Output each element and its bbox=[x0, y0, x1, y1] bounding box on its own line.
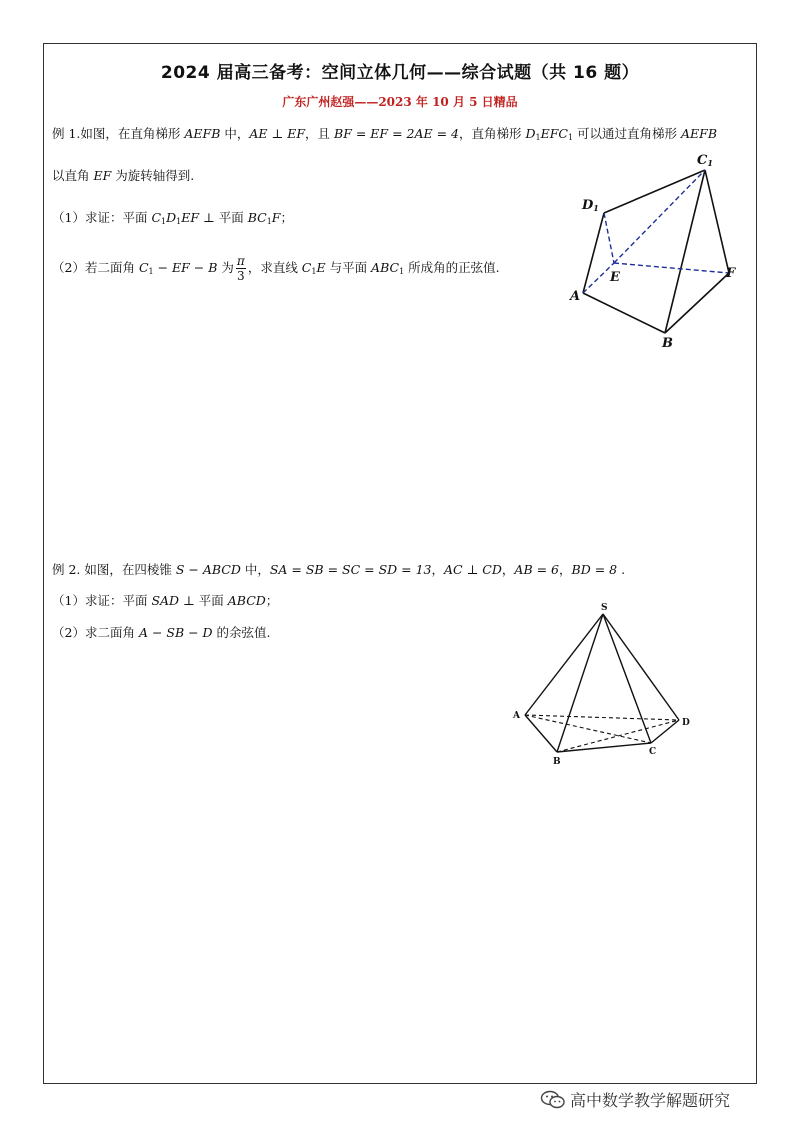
math: C bbox=[301, 260, 312, 275]
math: BF = EF = 2AE = 4 bbox=[334, 126, 459, 141]
example1-question1 bbox=[52, 208, 293, 226]
text: ，且 bbox=[305, 126, 335, 141]
page-subtitle: 广东广州赵强——2023 年 10 月 5 日精品 bbox=[282, 95, 518, 109]
wechat-icon bbox=[540, 1090, 566, 1110]
text: ，直角梯形 bbox=[459, 126, 526, 141]
math: BD = 8 bbox=[571, 562, 618, 577]
subscript: 1 bbox=[311, 267, 317, 276]
subscript: 1 bbox=[266, 217, 272, 226]
figure2-pyramid-diagram bbox=[505, 600, 705, 775]
example2-question2 bbox=[52, 623, 271, 641]
math: S − ABCD bbox=[175, 562, 241, 577]
math: SAD bbox=[151, 593, 180, 608]
label-A: A bbox=[513, 711, 520, 721]
watermark-text: 高中数学教学解题研究 bbox=[570, 1091, 731, 1110]
example2-line1 bbox=[52, 560, 625, 578]
example1-line2 bbox=[52, 166, 194, 184]
edge-A-B bbox=[583, 293, 665, 333]
math: BC bbox=[247, 210, 267, 225]
text: ； bbox=[265, 593, 279, 608]
page-title: 2024 届高三备考：空间立体几何——综合试题（共 16 题） bbox=[160, 63, 640, 83]
edge-A-B bbox=[525, 715, 557, 752]
math: C bbox=[151, 210, 162, 225]
math: ABCD bbox=[227, 593, 266, 608]
edge-C-D bbox=[651, 720, 679, 743]
watermark bbox=[540, 1088, 730, 1111]
example2-question1 bbox=[52, 591, 278, 609]
text: （2）求二面角 bbox=[52, 625, 139, 640]
math: C bbox=[138, 260, 149, 275]
math: AB = 6 bbox=[514, 562, 560, 577]
text: ⊥ 平面 bbox=[179, 593, 228, 608]
math: EFC bbox=[540, 126, 568, 141]
subscript: 1 bbox=[176, 217, 182, 226]
fraction bbox=[236, 254, 246, 283]
example1-question2 bbox=[52, 254, 500, 283]
edge-S-C bbox=[603, 614, 651, 743]
label-B: B bbox=[553, 757, 561, 767]
label-E: E bbox=[610, 270, 620, 285]
edge-C1-F bbox=[705, 170, 729, 273]
edge-S-A bbox=[525, 614, 603, 715]
subscript: 1 bbox=[399, 267, 405, 276]
edge-D1-C1 bbox=[604, 170, 705, 213]
text: ，求直线 bbox=[247, 260, 302, 275]
math: D bbox=[166, 210, 177, 225]
math: AEFB bbox=[681, 126, 718, 141]
dashed-E-F bbox=[614, 263, 729, 273]
label-C: C bbox=[649, 747, 657, 757]
math: EF ⊥ bbox=[181, 210, 219, 225]
text: 可以通过直角梯形 bbox=[573, 126, 682, 141]
math: EF bbox=[93, 168, 112, 183]
label-S: S bbox=[601, 603, 608, 613]
math: F bbox=[271, 210, 281, 225]
figure1-trapezoid-diagram bbox=[560, 145, 750, 355]
subscript: 1 bbox=[535, 133, 541, 142]
math: D bbox=[525, 126, 536, 141]
text: ， bbox=[501, 562, 515, 577]
dashed-B-D bbox=[557, 720, 679, 752]
math: AC ⊥ CD bbox=[444, 562, 502, 577]
text: 例 1.如图，在直角梯形 bbox=[52, 126, 185, 141]
label-D1: D1 bbox=[582, 198, 599, 213]
math: SA = SB = SC = SD = 13 bbox=[269, 562, 432, 577]
label-A: A bbox=[570, 289, 581, 304]
dashed-A-D bbox=[525, 715, 679, 720]
math: AEFB bbox=[184, 126, 221, 141]
text: 所成角的正弦值. bbox=[404, 260, 500, 275]
text: ， bbox=[431, 562, 445, 577]
math: E bbox=[316, 260, 326, 275]
text: 的余弦值. bbox=[212, 625, 271, 640]
dashed-A-C bbox=[525, 715, 651, 743]
text: （2）若二面角 bbox=[52, 260, 139, 275]
text: 以直角 bbox=[52, 168, 94, 183]
text: ； bbox=[280, 210, 293, 225]
text: . bbox=[617, 562, 626, 577]
text: 例 2. 如图，在四棱锥 bbox=[52, 562, 176, 577]
edge-B-C bbox=[557, 743, 651, 752]
label-C1: C1 bbox=[697, 153, 713, 168]
edge-A-D1 bbox=[583, 213, 604, 293]
text: 平面 bbox=[218, 210, 248, 225]
text: 中， bbox=[240, 562, 270, 577]
text: ， bbox=[559, 562, 572, 577]
text: 与平面 bbox=[325, 260, 372, 275]
fraction-denominator: 3 bbox=[237, 269, 245, 283]
label-D: D bbox=[682, 718, 690, 728]
text: 为 bbox=[217, 260, 234, 275]
text: 中， bbox=[220, 126, 250, 141]
math: A − SB − D bbox=[138, 625, 213, 640]
label-F: F bbox=[726, 266, 736, 281]
fraction-numerator: π bbox=[236, 254, 245, 268]
text: 为旋转轴得到. bbox=[111, 168, 195, 183]
edge-F-B bbox=[665, 273, 729, 333]
edge-B-C1 bbox=[665, 170, 705, 333]
math: ABC bbox=[371, 260, 400, 275]
math: AE ⊥ EF bbox=[249, 126, 306, 141]
subscript: 1 bbox=[567, 133, 574, 142]
edge-S-D bbox=[603, 614, 679, 720]
dashed-D1-E bbox=[604, 213, 614, 263]
label-B: B bbox=[662, 336, 673, 351]
math: − EF − B bbox=[153, 260, 218, 275]
text: （1）求证：平面 bbox=[52, 210, 152, 225]
text: （1）求证：平面 bbox=[52, 593, 152, 608]
subscript: 1 bbox=[148, 267, 154, 276]
subscript: 1 bbox=[161, 217, 167, 226]
example1-line1 bbox=[52, 124, 717, 142]
dashed-E-C1 bbox=[614, 170, 705, 263]
